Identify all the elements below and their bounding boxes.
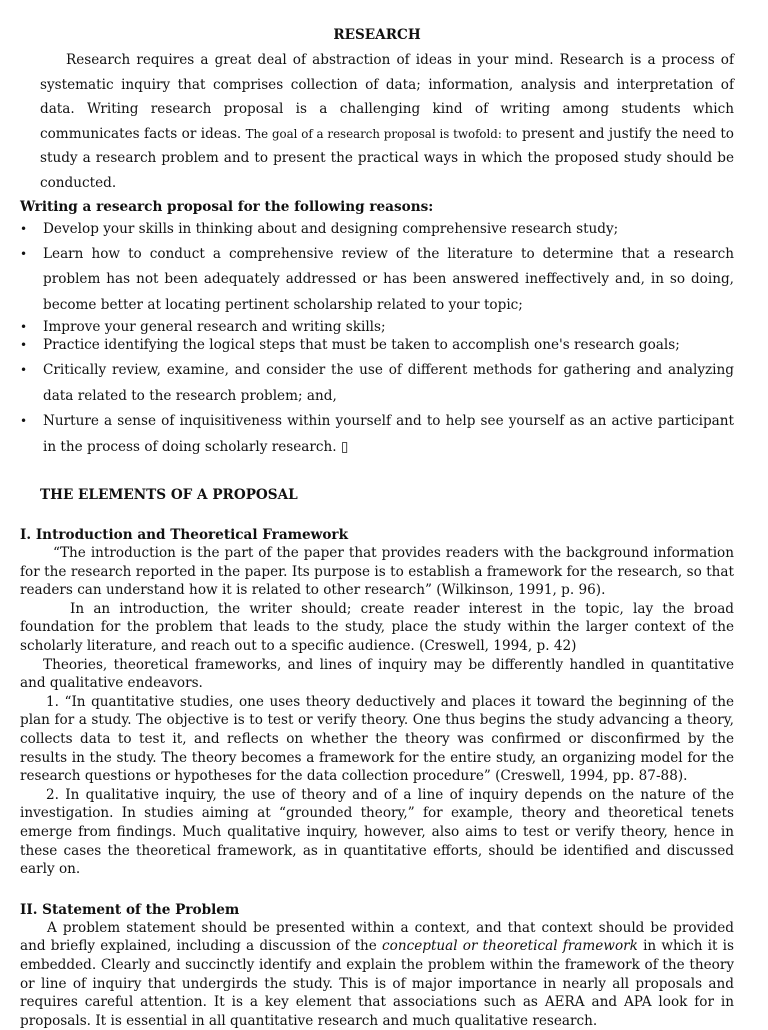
- list-item-text: Improve your general research and writing skills;: [43, 319, 386, 336]
- list-item: [20, 242, 734, 319]
- section-1-heading: I. Introduction and Theoretical Framework: [20, 527, 349, 544]
- list-item: [20, 318, 734, 336]
- section-1-paragraph: In an introduction, the writer should; create reader interest in the topic, lay the broad foundation for the problem that leads to the study, place the study within the larger context of the scholarly literature, and reach out to a specific audience. (Creswell, 1994, p. 42): [20, 600, 734, 655]
- list-item-text: Critically review, examine, and consider the use of different methods for gathering and analyzing data related to the research problem; and,: [43, 362, 734, 404]
- intro-text-small: The goal of a research proposal is twofold: to: [245, 126, 518, 141]
- list-item-text: Learn how to conduct a comprehensive review of the literature to determine that a research problem has not been adequately addressed or has been answered ineffectively and, in so doing, become better at locating pertinent scholarship related to your topic;: [43, 245, 734, 313]
- list-item: [20, 220, 734, 238]
- section-1-numbered-item: 2. In qualitative inquiry, the use of theory and of a line of inquiry depends on the nature of the investigation. In studies aiming at “grounded theory,” for example, theory and theoretical tenets emerge from findings. Much qualitative inquiry, however, also aims to test or verify theory, hence in these cases the theoretical framework, as in quantitative efforts, should be identified and discussed early on.: [20, 786, 734, 878]
- bullet-icon: •: [20, 320, 28, 335]
- section-2-text-b: in which it is embedded. Clearly and succinctly identify and explain the problem within the framework of the theory or line of inquiry that undergirds the study. This is of major importance in nearly all proposals and requires careful attention. It is a key element that associations such as AERA and APA look for in proposals. It is essential in all quantitative research and much qualitative research.: [20, 938, 734, 1029]
- intro-text-a: Research requires a great deal of abstraction of ideas in your mind. Research is a process of systematic inquiry that comprises collection of data; information, analysis and interpretation of data. Writing research proposal is a challenging kind of writing among students which communicates facts or ideas.: [40, 52, 734, 142]
- list-item: [20, 336, 734, 354]
- reasons-list: [20, 220, 734, 461]
- section-1-paragraph: Theories, theoretical frameworks, and lines of inquiry may be differently handled in quantitative and qualitative endeavors.: [20, 656, 734, 692]
- list-item-text: Practice identifying the logical steps that must be taken to accomplish one's research goals;: [43, 337, 680, 354]
- bullet-icon: •: [20, 246, 28, 261]
- section-2-italic-text: conceptual or theoretical framework: [382, 938, 638, 955]
- list-item-text: Nurture a sense of inquisitiveness within yourself and to help see yourself as an active participant in the process of doing scholarly research. ▯: [43, 413, 734, 455]
- bullet-icon: •: [20, 338, 28, 353]
- list-item: [20, 409, 734, 460]
- list-item-text: Develop your skills in thinking about and designing comprehensive research study;: [43, 220, 619, 237]
- document-page: [20, 26, 734, 1030]
- section-2-text-a: A problem statement should be presented within a context, and that context should be provided and briefly explained, including a discussion of the: [20, 919, 734, 955]
- bullet-icon: •: [20, 363, 28, 378]
- section-2-paragraph: [20, 919, 734, 1030]
- reasons-heading: Writing a research proposal for the following reasons:: [20, 198, 434, 215]
- elements-title: THE ELEMENTS OF A PROPOSAL: [40, 487, 298, 504]
- intro-paragraph: [20, 48, 734, 196]
- intro-text-b: present and justify the need to study a research problem and to present the practical ways in which the proposed study should be conducted.: [40, 125, 734, 191]
- section-2-heading: II. Statement of the Problem: [20, 901, 240, 918]
- bullet-icon: •: [20, 221, 28, 236]
- section-1-numbered-item: 1. “In quantitative studies, one uses theory deductively and places it toward the beginning of the plan for a study. The objective is to test or verify theory. One thus begins the study advancing a theory, collects data to test it, and reflects on whether the theory was confirmed or disconfirmed by the results in the study. The theory becomes a framework for the entire study, an organizing model for the research questions or hypotheses for the data collection procedure” (Creswell, 1994, pp. 87-88).: [20, 693, 734, 785]
- page-title: RESEARCH: [333, 27, 421, 43]
- bullet-icon: •: [20, 414, 28, 429]
- list-item: [20, 358, 734, 409]
- section-1-paragraph: “The introduction is the part of the paper that provides readers with the background information for the research reported in the paper. Its purpose is to establish a framework for the research, so that readers can understand how it is related to other research” (Wilkinson, 1991, p. 96).: [20, 545, 734, 599]
